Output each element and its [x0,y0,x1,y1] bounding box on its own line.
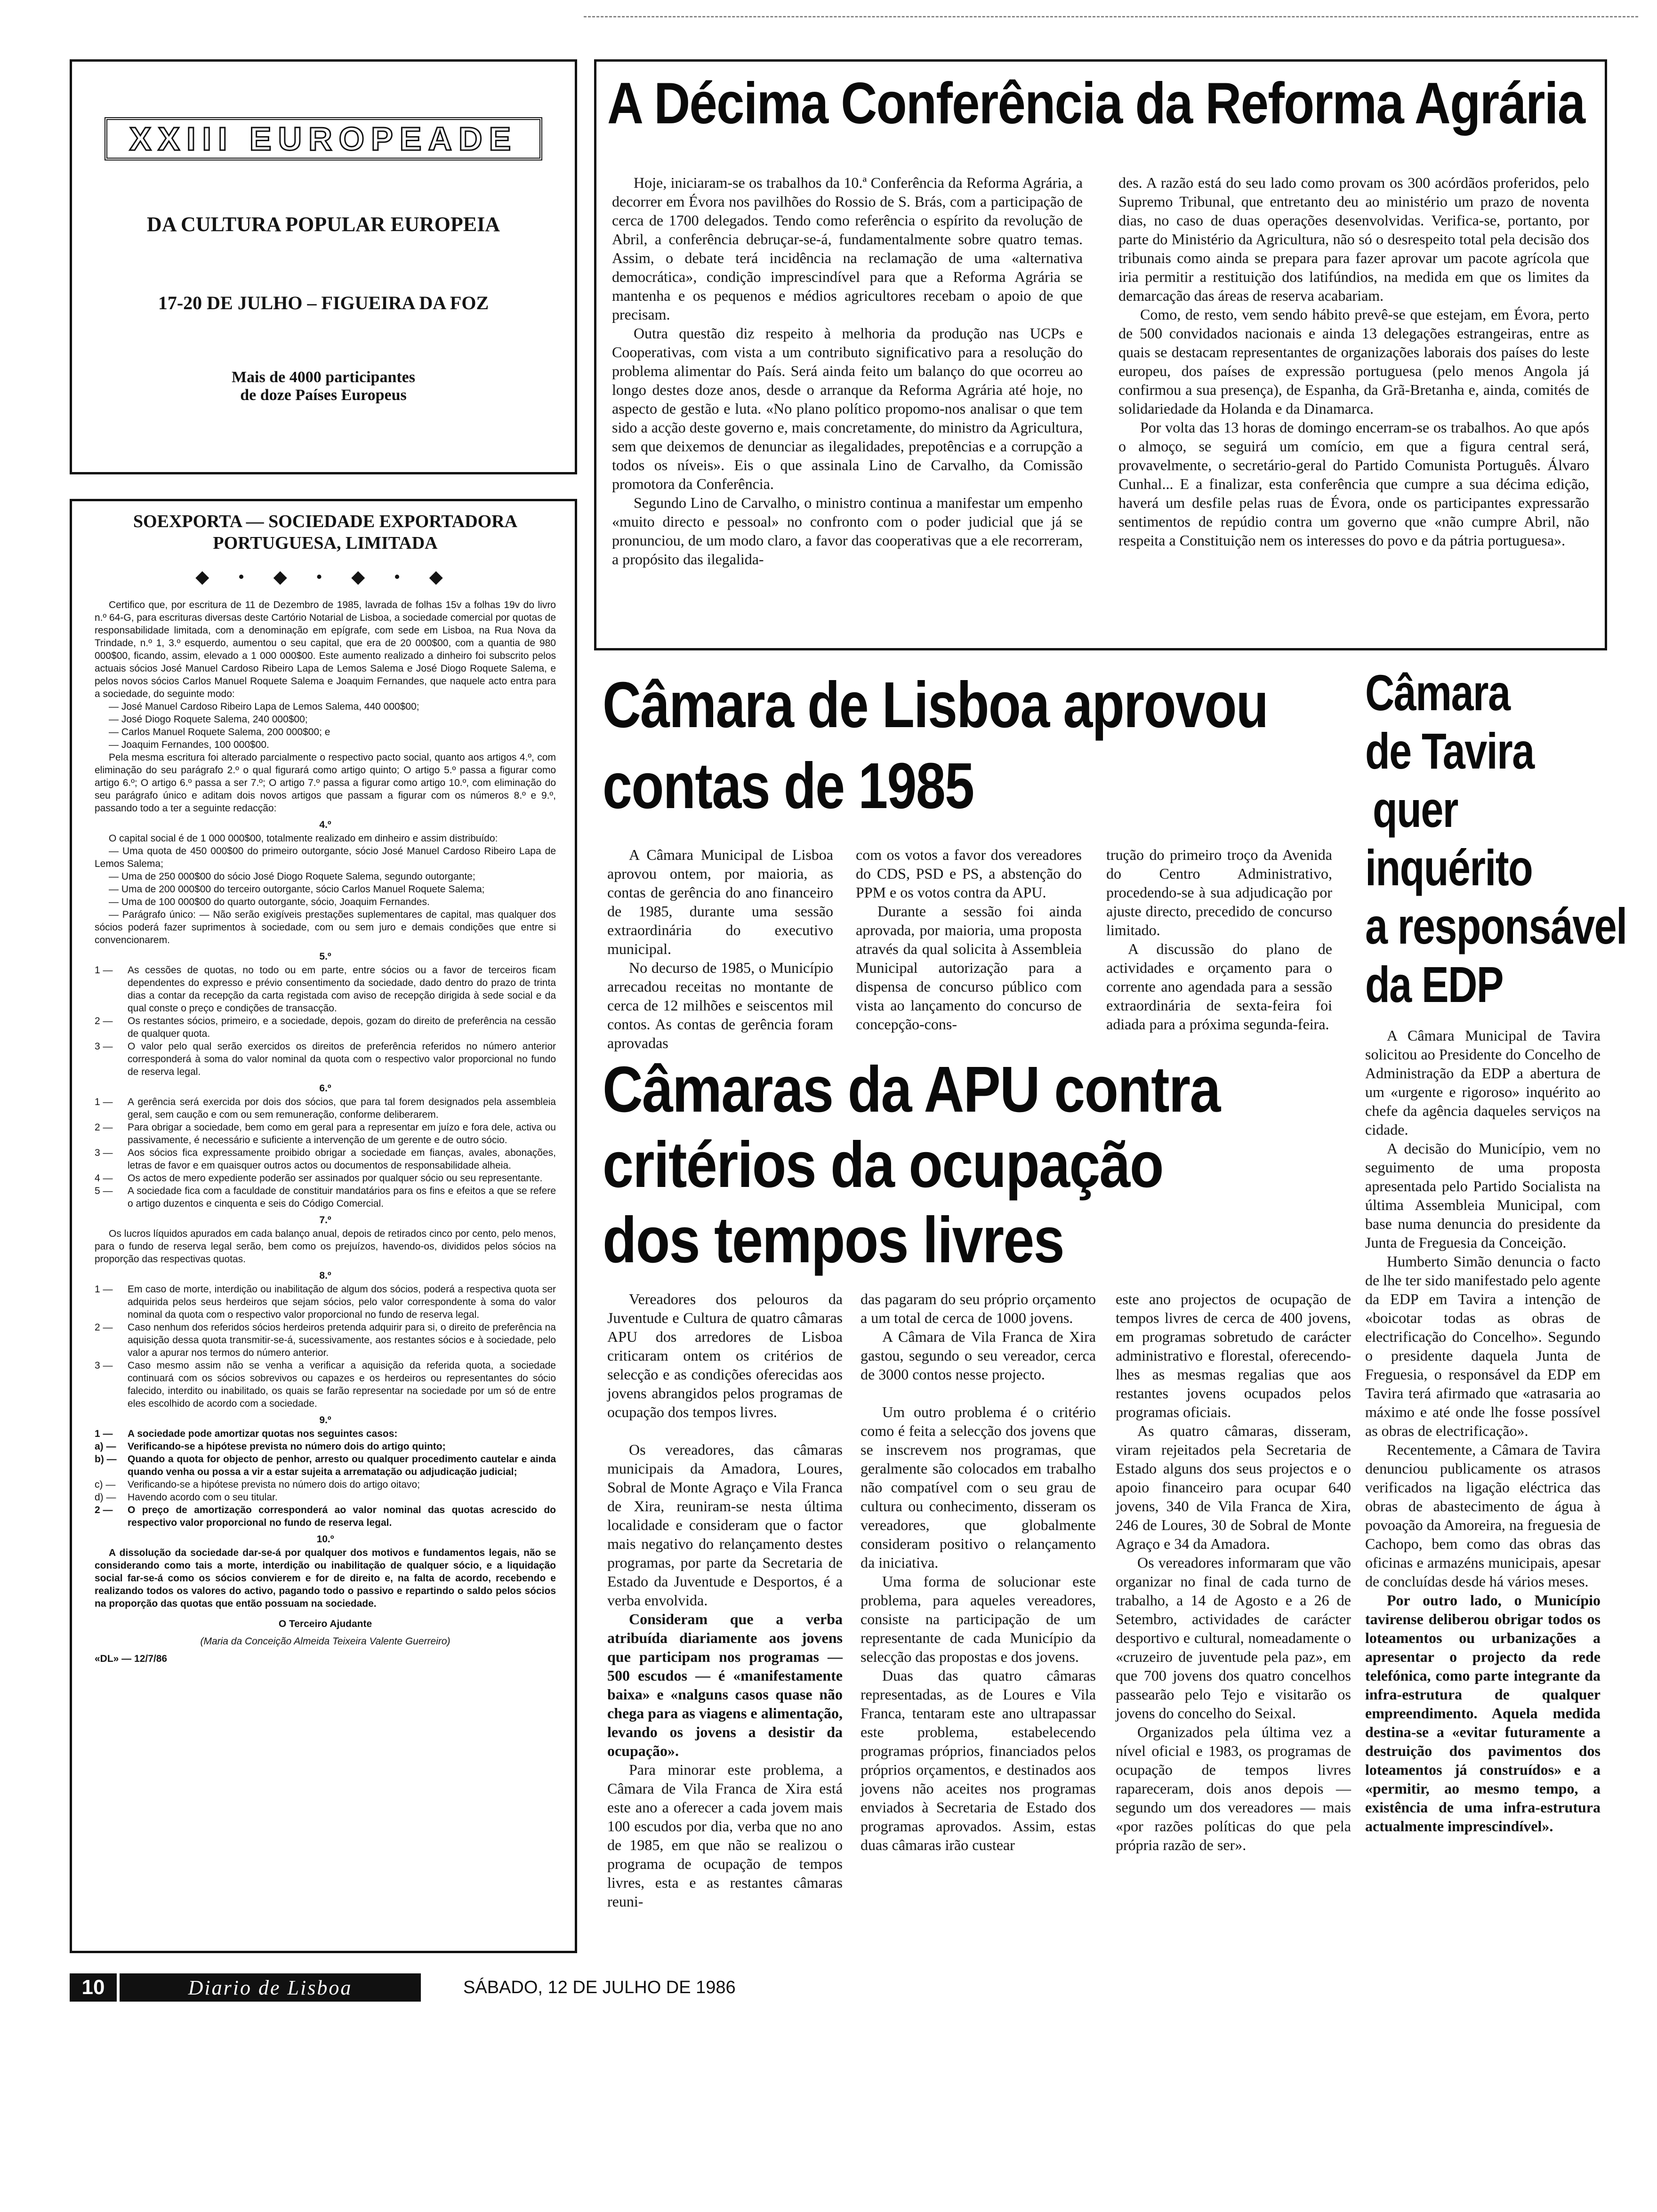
paragraph: Por volta das 13 horas de domingo encerram-se os trabalhos. Ao que após o almoço, se seguirá um comício, em que a figura central será, provavelmente, o secretário-geral do Partido Comunista Português. Álvaro Cunhal... E a finalizar, esta conferência que cumpre a sua décima edição, haverá um desfile pelas ruas de Évora, onde os participantes expressarão sentimentos de repúdio contra um governo que «não cumpre Abril, não respeita a Constituição nem os interesses do povo e da pátria portuguesa». [1118,419,1589,549]
item-number: 2 — [95,1016,113,1026]
contas-headline-2: contas de 1985 [603,750,974,822]
paragraph: Segundo Lino de Carvalho, o ministro continua a manifestar um empenho «muito directo e pessoal» no confronto com o poder judicial que já se pronunciou, de um modo claro, a favor das cooperativas que a ele recorreram, a propósito das ilegalida- [612,494,1083,568]
item-number: b) — [95,1454,117,1465]
soexporta-ornament: ◆ • ◆ • ◆ • ◆ [195,567,455,587]
paragraph: Outra questão diz respeito à melhoria da produção nas UCPs e Cooperativas, com vista a um contributo significativo para a resolução do problema alimentar do País. Será ainda feito um balanço do que ocorreu ao longo destes doze anos, desde o arranque da Reforma Agrária até hoje, no aspecto de gestão e luta. «No plano político propomo-nos analisar o que tem sido a acção deste governo e, mais concretamente, do ministro da Agricultura, sem que deixemos de denunciar as ilegalidades, prepotências e a corrupção a todos os níveis». Eis o que assinala Lino de Carvalho, da Comissão promotora da Conferência. [612,325,1083,492]
article-text: — Uma de 250 000$00 do sócio José Diogo Roquete Salema, segundo outorgante; [109,871,475,882]
tempos-col-1 [607,1290,843,1911]
paragraph: Durante a sessão foi ainda aprovada, por maioria, uma proposta através da qual solicita à Assembleia Municipal autorização para a dispensa de concurso público com vista ao lançamento do concurso de concepção-cons- [856,903,1082,1033]
article-item [95,1096,556,1121]
tavira-headline-4: inquérito [1365,839,1533,896]
item-text: Os actos de mero expediente poderão ser assinados por qualquer sócio ou seu representante. [128,1173,543,1184]
article-number: 8.º [319,1270,331,1281]
europeade-participants-1: Mais de 4000 participantes [231,369,416,386]
article-item [95,1491,556,1504]
article-text: — Uma de 100 000$00 do quarto outorgante, sócio, Joaquim Fernandes. [109,897,430,907]
paragraph: Consideram que a verba atribuída diariamente aos jovens que participam nos programas — 500 escudos — é «manifestamente baixa» e «nalguns casos quase não chega para as viagens e alimentação, levando os jovens a desistir da ocupação». [607,1611,843,1759]
tempos-headline-2: critérios da ocupação [603,1129,1163,1201]
item-text: Os restantes sócios, primeiro, e a sociedade, depois, gozam do direito de preferência na cessão de qualquer quota. [128,1016,556,1039]
article-text: A dissolução da sociedade dar-se-á por qualquer dos motivos e fundamentos legais, não se considerando como tais a morte, interdição ou inabilitação de qualquer sócio, e a liquidação social far-se-á como os sócios convierem e for de direito e, na falta de acordo, recebendo e realizando todos os valores do activo, pagando todo o passivo e repartindo o saldo pelos sócios na proporção das quotas que então possuam na sociedade. [95,1547,556,1609]
tempos-headline-3: dos tempos livres [603,1204,1064,1276]
article-number: 6.º [319,1083,331,1094]
europeade-logo-text: XXIII EUROPEADE [129,120,518,157]
article-item [95,1440,556,1453]
tavira-headline-3: quer [1373,781,1458,838]
paragraph: A Câmara Municipal de Tavira solicitou ao Presidente do Concelho de Administração da EDP a abertura de um «urgente e rigoroso» inquérito ao chefe da agência daqueles serviços na cidade. [1365,1027,1601,1138]
article-number: 4.º [319,819,331,830]
item-number: 1 — [95,1284,113,1295]
paragraph: Humberto Simão denuncia o facto de lhe ter sido manifestado pelo agente da EDP em Tavira a intenção de «boicotar todas as obras de electrificação do Concelho». Segundo o presidente daquela Junta de Freguesia, o responsável da EDP em Tavira terá afirmado que «atrasaria ao máximo e até onde lhe fosse possível as obras de electrificação». [1365,1253,1601,1439]
article-item [95,1121,556,1146]
item-text: Caso nenhum dos referidos sócios herdeiros pretenda adquirir para si, o direito de preferência na aquisição dessa quota transmitir-se-á, sucessivamente, aos restantes sócios e à sociedade, pelo valor a apurar nos termos do número anterior. [128,1322,556,1358]
item-number: 3 — [95,1041,113,1052]
item-text: O valor pelo qual serão exercidos os direitos de preferência referidos no número anterior corresponderá à soma do valor nominal da quota com o respectivo valor proporcional no fundo de reserva legal. [128,1041,556,1077]
tavira-headline-2: de Tavira [1365,722,1534,779]
item-text: Para obrigar a sociedade, bem como em geral para a representar em juízo e fora dele, activa ou passivamente, é necessário e suficiente a intervenção de um gerente e de outro sócio. [128,1122,556,1146]
masthead: Diario de Lisboa [120,1973,421,2002]
tempos-headline-1: Câmaras da APU contra [603,1053,1220,1126]
item-text: A sociedade pode amortizar quotas nos seguintes casos: [128,1428,398,1439]
item-number: c) — [95,1479,116,1490]
article-text: — Parágrafo único: — Não serão exigíveis prestações suplementares de capital, mas qualquer dos sócios poderá fazer suprimentos à sociedade, com ou sem juro e demais condições que entre si convencionarem. [95,909,556,946]
item-number: 5 — [95,1186,113,1196]
item-number: a) — [95,1441,116,1452]
paragraph: Hoje, iniciaram-se os trabalhos da 10.ª Conferência da Reforma Agrária, a decorrer em Évora nos pavilhões do Rossio de S. Brás, com a participação de cerca de 1700 delegados. Tendo como referência o espírito da revolução de Abril, a conferência debruçar-se-á, fundamentalmente sobre quatro temas. Assim, o debate terá incidência na reclamação de uma «alternativa democrática», condição imprescindível para que a Reforma Agrária se mantenha e os pequenos e médios agricultores recebam o apoio de que precisam. [612,174,1083,323]
soexporta-intro-share: — José Manuel Cardoso Ribeiro Lapa de Lemos Salema, 440 000$00; [109,701,419,712]
europeade-dates: 17-20 DE JULHO – FIGUEIRA DA FOZ [158,292,489,313]
article-item [95,1172,556,1185]
issue-date: SÁBADO, 12 DE JULHO DE 1986 [463,1977,736,1997]
article-item [95,1359,556,1410]
paragraph: Recentemente, a Câmara de Tavira denunciou publicamente os atrasos verificados na ligação eléctrica das obras de abastecimento de água à povoação da Amoreira, na freguesia de Cachopo, bem como das obras das oficinas e armazéns municipais, apesar de concluídas desde há vários meses. [1365,1441,1601,1590]
article-item [95,1146,556,1172]
paragraph: Os vereadores, das câmaras municipais da Amadora, Loures, Sobral de Monte Agraço e Vila Franca de Xira, reuniram-se nesta última localidade e consideram que o factor mais negativo do relançamento destes programas, por parte da Secretaria de Estado da Juventude e Desportos, é a verba envolvida. [607,1441,843,1609]
article-item [95,1427,556,1440]
item-number: 2 — [95,1122,113,1133]
item-number: 3 — [95,1360,113,1371]
article-text: — Uma de 200 000$00 do terceiro outorgante, sócio Carlos Manuel Roquete Salema; [109,884,485,895]
item-text: A sociedade fica com a faculdade de constituir mandatários para os fins e efeitos a que se refere o artigo duzentos e cinquenta e seis do Código Comercial. [128,1186,556,1209]
soexporta-title-1: SOEXPORTA — SOCIEDADE EXPORTADORA [133,512,518,531]
paragraph: Uma forma de solucionar este problema, para aqueles vereadores, consiste na participação de um representante de cada Município da selecção das propostas e dos jovens. [861,1573,1096,1665]
item-number: 3 — [95,1147,113,1158]
contas-col-2 [856,845,1082,1034]
article-number: 7.º [319,1215,331,1226]
reforma-col-2 [1118,173,1589,550]
signatory-name: (Maria da Conceição Almeida Teixeira Valente Guerreiro) [200,1636,450,1647]
article-number: 5.º [319,951,331,962]
item-text: Verificando-se a hipótese prevista no número dois do artigo oitavo; [128,1479,420,1490]
paragraph: Um outro problema é o critério como é feita a selecção dos jovens que se inscrevem nos programas, que geralmente são colocados em trabalho não compatível com o seu grau de cultura ou conhecimento, disseram os vereadores, que globalmente consideram positivo o relançamento da iniciativa. [861,1403,1096,1571]
soexporta-intro-share: — Carlos Manuel Roquete Salema, 200 000$00; e [109,727,330,737]
paragraph: Por outro lado, o Município tavirense deliberou obrigar todos os loteamentos ou urbanizações a apresentar o projecto da rede telefónica, como parte integrante da infra-estrutura de qualquer empreendimento. Aquela medida destina-se a «evitar futuramente a destruição dos pavimentos dos loteamentos já construídos» e a «permitir, ao mesmo tempo, a existência de uma infra-estrutura actualmente imprescindível». [1365,1592,1601,1835]
item-text: Aos sócios fica expressamente proibido obrigar a sociedade em fianças, avales, abonações, letras de favor e em quaisquer outros actos ou documentos de responsabilidade alheia. [128,1147,556,1171]
paragraph: A Câmara de Vila Franca de Xira gastou, segundo o seu vereador, cerca de 3000 contos nesse projecto. [861,1328,1096,1383]
paragraph: Os vereadores informaram que vão organizar no final de cada turno de trabalho, a 14 de Agosto e a 26 de Setembro, actividades de carácter desportivo e cultural, nomeadamente o «cruzeiro de juventude pela paz», em que 700 jovens dos quatro concelhos passearão pelo Tejo e visitarão os jovens do concelho do Seixal. [1116,1554,1351,1722]
paragraph: Para minorar este problema, a Câmara de Vila Franca de Xira está este ano a oferecer a cada jovem mais 100 escudos por dia, verba que no ano de 1985, em que não se realizou o programa de ocupação de tempos livres, esta e as restantes câmaras reuni- [607,1761,843,1910]
article-item [95,1040,556,1078]
item-number: 1 — [95,965,113,976]
soexporta-intro-share: — José Diogo Roquete Salema, 240 000$00; [109,714,308,725]
article-item [95,1283,556,1321]
contas-headline-1: Câmara de Lisboa aprovou [603,669,1268,741]
tavira-headline-6: da EDP [1365,956,1503,1013]
paragraph: No decurso de 1985, o Município arrecadou receitas no montante de cerca de 12 milhões e seiscentos mil contos. As contas de gerência foram aprovadas [607,959,833,1051]
tempos-col-2 [861,1290,1096,1854]
top-rule [584,16,1638,17]
tavira-headline-1: Câmara [1365,664,1510,721]
paragraph: trução do primeiro troço da Avenida do Centro Administrativo, procedendo-se à sua adjudicação por ajuste directo, precedido de concurso limitado. [1106,846,1332,938]
article-item [95,1185,556,1210]
item-number: 2 — [95,1505,113,1515]
paragraph: este ano projectos de ocupação de tempos livres de cerca de 400 jovens, em programas sobretudo de carácter administrativo e florestal, oferecendo-lhes as mesmas regalias que aos restantes jovens ocupados pelos programas oficiais. [1116,1290,1351,1420]
article-item [95,964,556,1015]
europeade-logo [105,117,542,160]
article-number: 9.º [319,1415,331,1426]
item-text: As cessões de quotas, no todo ou em parte, entre sócios ou a favor de terceiros ficam dependentes do expresso e prévio consentimento da sociedade, dado dentro do prazo de trinta dias a contar da recepção da carta registada com aviso de recepção dirigida à sede social e da qual conste o preço e condições de transacção. [128,965,556,1014]
article-item [95,1321,556,1359]
tempos-col-3 [1116,1290,1351,1854]
tavira-headline-5: a responsável [1365,898,1627,954]
reforma-col-1 [612,173,1083,569]
tavira-body [1365,1026,1601,1835]
item-number: 1 — [95,1097,113,1107]
paragraph: des. A razão está do seu lado como provam os 300 acórdãos proferidos, pelo Supremo Tribunal, que entretanto deu ao ministério um prazo de noventa dias, no caso de duas operações desenvolvidas. Verifica-se, portanto, por parte do Ministério da Agricultura, não só o desrespeito total pela decisão dos tribunais como ainda se prepara para fazer aprovar um pacote agrícola que iria permitir a restituição dos latifúndios, na medida em que os limites da demarcação das áreas de reserva acabariam. [1118,174,1589,304]
tavira-headline [1365,664,1627,1014]
paragraph: Vereadores dos pelouros da Juventude e Cultura de quatro câmaras APU dos arredores de Lisboa criticaram ontem os critérios de selecção e as condições oferecidas aos jovens abrangidos pelos programas de ocupação dos tempos livres. [607,1290,843,1420]
paragraph: Duas das quatro câmaras representadas, as de Loures e Vila Franca, tentaram este ano ultrapassar este problema, estabelecendo programas próprios, financiados pelos próprios orçamentos, e destinados aos jovens não aceites nos programas enviados à Secretaria de Estado dos programas aprovados. Assim, estas duas câmaras irão custear [861,1667,1096,1853]
publication-ref: «DL» — 12/7/86 [95,1653,168,1664]
item-number: 2 — [95,1322,113,1333]
paragraph: A discussão do plano de actividades e orçamento para o corrente ano agendada para a sessão extraordinária de sexta-feira foi adiada para a próxima segunda-feira. [1106,940,1332,1033]
soexporta-intro-share: — Joaquim Fernandes, 100 000$00. [109,739,269,750]
page-number: 10 [70,1973,117,2002]
item-number: 1 — [95,1428,113,1439]
paragraph: As quatro câmaras, disseram, viram rejeitados pela Secretaria de Estado alguns dos seus projectos e o apoio financeiro para ocupar 640 jovens, 340 de Vila Franca de Xira, 246 de Loures, 30 de Sobral de Monte Agraço e 34 da Amadora. [1116,1422,1351,1552]
soexporta-intro-amend: Pela mesma escritura foi alterado parcialmente o respectivo pacto social, quanto aos artigos 4.º, com eliminação do seu parágrafo 2.º o qual figurará como artigo quinto; O artigo 5.º passa a figurar como artigo 6.º; O artigo 6.º passa a ser 7.º; O artigo 7.º passa a figurar como artigo 10.º, com eliminação do seu parágrafo único e aditam dois novos artigos que passam a figurar com os números 8.º e 9.º, passando todo a ter a seguinte redacção: [95,752,556,814]
paragraph: das pagaram do seu próprio orçamento a um total de cerca de 1000 jovens. [861,1290,1096,1326]
soexporta-notice [70,499,577,1953]
page-footer [70,1971,870,2004]
item-text: Caso mesmo assim não se venha a verificar a aquisição da referida quota, a sociedade continuará com os sócios sobrevivos ou capazes e os herdeiros ou representantes do sócio falecido, interdito ou inabilitado, os quais se farão representar na sociedade por um só de entre eles escolhido de acordo com a sociedade. [128,1360,556,1409]
paragraph: Organizados pela última vez a nível oficial e 1983, os programas de ocupação de tempos livres rapareceram, dois anos depois — segundo um dos vereadores — mais «por razões políticas do que pela própria razão de ser». [1116,1723,1351,1853]
article-item [95,1504,556,1529]
article-number: 10.º [316,1534,334,1545]
article-text: O capital social é de 1 000 000$00, totalmente realizado em dinheiro e assim distribuído: [109,833,498,844]
europeade-ad [70,59,577,474]
reforma-headline: A Décima Conferência da Reforma Agrária [607,71,1585,136]
paragraph: Como, de resto, vem sendo hábito prevê-se que estejam, em Évora, perto de 500 convidados nacionais e ainda 13 delegações estrangeiras, entre as quais se destacam representantes de organizações laborais dos países do leste europeu, dos países de expressão portuguesa (pelo menos Angola já confirmou a sua presença), de Espanha, da Grã-Bretanha e, ainda, comités de solidariedade da Holanda e da Dinamarca. [1118,306,1589,417]
item-number: d) — [95,1492,116,1503]
article-text: Os lucros líquidos apurados em cada balanço anual, depois de retirados cinco por cento, pelo menos, para o fundo de reserva legal serão, bem como os prejuízos, havendo-os, divididos pelos sócios na proporção das respectivas quotas. [95,1228,556,1265]
soexporta-body [95,599,556,1665]
item-text: Quando a quota for objecto de penhor, arresto ou qualquer procedimento cautelar e ainda quando venha ou possa a vir a estar sujeita a arrematação ou adjudicação judicial; [128,1454,556,1477]
europeade-participants-2: de doze Países Europeus [240,386,407,404]
signatory: O Terceiro Ajudante [278,1619,372,1629]
paragraph: A Câmara Municipal de Lisboa aprovou ontem, por maioria, as contas de gerência do ano financeiro de 1985, durante uma sessão extraordinária do executivo municipal. [607,846,833,957]
article-item [95,1453,556,1478]
article-item [95,1015,556,1040]
contas-col-3 [1106,845,1332,1034]
paragraph: A decisão do Município, vem no seguimento de uma proposta apresentada pelo Partido Socialista na última Assembleia Municipal, com base numa denuncia do presidente da Junta de Freguesia da Conceição. [1365,1140,1601,1251]
europeade-subtitle: DA CULTURA POPULAR EUROPEIA [146,213,500,236]
item-text: Verificando-se a hipótese prevista no número dois do artigo quinto; [128,1441,446,1452]
contas-col-1 [607,845,833,1052]
soexporta-intro: Certifico que, por escritura de 11 de Dezembro de 1985, lavrada de folhas 15v a folhas 19v do livro n.º 64-G, para escrituras diversas deste Cartório Notarial de Lisboa, a sociedade comercial por quotas de responsabilidade limitada, com a denominação em epígrafe, com sede em Lisboa, na Rua Nova da Trindade, n.º 1, 3.º esquerdo, aumentou o seu capital, que era de 20 000$00, com a quantia de 980 000$00, ficando, assim, elevado a 1 000 000$00. Este aumento realizado a dinheiro foi subscrito pelos actuais sócios José Manuel Cardoso Ribeiro Lapa de Lemos Salema e José Diogo Roquete Salema, e pelos novos sócios Carlos Manuel Roquete Salema e Joaquim Fernandes, que naquele acto entra para a sociedade, do seguinte modo: [95,600,556,699]
paragraph: com os votos a favor dos vereadores do CDS, PSD e PS, a abstenção do PPM e os votos contra da APU. [856,846,1082,901]
article-item [95,1478,556,1491]
item-text: Havendo acordo com o seu titular. [128,1492,278,1503]
item-text: Em caso de morte, interdição ou inabilitação de algum dos sócios, poderá a respectiva quota ser adquirida pelos seus herdeiros que sejam sócios, pelo valor correspondente à soma do valor nominal da quota com o respectivo valor proporcional no fundo de reserva legal. [128,1284,556,1320]
item-number: 4 — [95,1173,113,1184]
article-text: — Uma quota de 450 000$00 do primeiro outorgante, sócio José Manuel Cardoso Ribeiro Lapa de Lemos Salema; [95,846,556,869]
item-text: A gerência será exercida por dois dos sócios, que para tal forem designados pela assembleia geral, sem caução e com ou sem remuneração, conforme deliberarem. [128,1097,556,1120]
item-text: O preço de amortização corresponderá ao valor nominal das quotas acrescido do respectivo valor proporcional no fundo de reserva legal. [128,1505,556,1528]
soexporta-title-2: PORTUGUESA, LIMITADA [213,533,438,553]
